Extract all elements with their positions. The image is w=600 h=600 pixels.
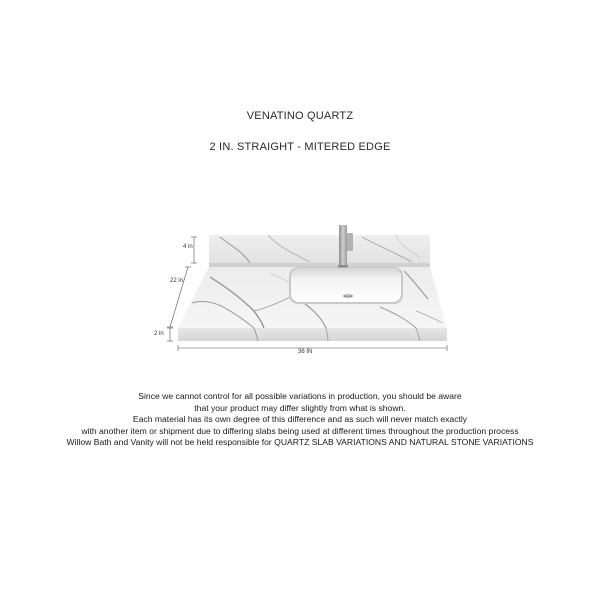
- edge-profile-title: 2 IN. STRAIGHT - MITERED EDGE: [209, 141, 391, 153]
- disclaimer-line: Since we cannot control for all possible variations in production, you should be aware: [138, 391, 462, 401]
- countertop-drawing: [150, 215, 450, 365]
- backsplash: [209, 235, 430, 267]
- depth-label: 22 in: [170, 278, 184, 284]
- variation-disclaimer: [0, 391, 600, 449]
- vanity-top-diagram: [150, 215, 450, 365]
- front-edge: [178, 328, 447, 341]
- disclaimer-line: that your product may differ slightly from what is shown.: [194, 402, 406, 413]
- disclaimer-line: Willow Bath and Vanity will not be held responsible for QUARTZ SLAB VARIATIONS AND NATURAL STONE VARIATIONS: [66, 437, 534, 447]
- backsplash-height-label: 4 in: [183, 244, 193, 250]
- width-label: 36 IN: [298, 349, 313, 355]
- product-title: VENATINO QUARTZ: [246, 110, 354, 122]
- undermount-sink: [289, 267, 403, 304]
- disclaimer-line: with another item or shipment due to differing slabs being used at different times throughout the production process: [81, 425, 519, 436]
- disclaimer-line: Each material has its own degree of this difference and as such will never match exactly: [132, 414, 468, 424]
- edge-thickness-label: 2 in: [154, 331, 164, 337]
